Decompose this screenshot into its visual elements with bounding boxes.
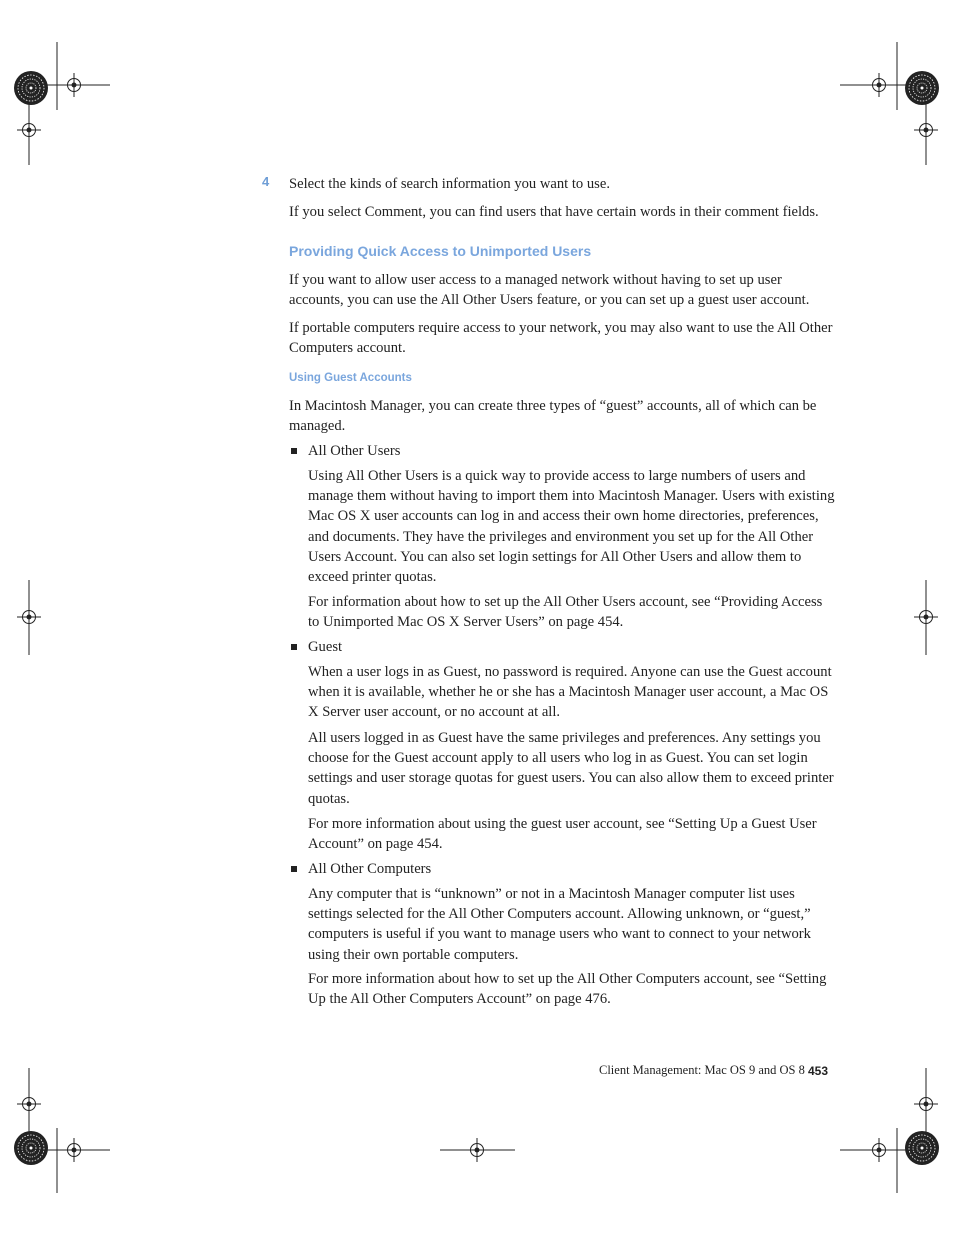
bullet-paragraph: For more information about using the guest user account, see “Setting Up a Guest User Account” on page 454. <box>308 816 817 853</box>
bullet-paragraph: For more information about how to set up the All Other Computers account, see “Setting Up the All Other Computers Account” on page 476. <box>308 971 827 1008</box>
page-number: 453 <box>808 1064 829 1078</box>
bullet-paragraph: When a user logs in as Guest, no password is required. Anyone can use the Guest account when it is available, whether he or she has a Macintosh Manager user account, a Mac OS X Server user account, or no account at all. <box>308 664 832 721</box>
section-paragraph-2: If portable computers require access to your network, you may also want to use the All Other Computers account. <box>289 320 833 357</box>
bullet-paragraph: Using All Other Users is a quick way to provide access to large numbers of users and manage them without having to import them into Macintosh Manager. Users with existing Mac OS X user accounts can log in and access their own home directories, preferences, and documents. They have the privileges and environment you set up for the All Other Users Account. You can also set login settings for All Other Users and allow them to exceed printer quotas. <box>308 468 835 586</box>
bullet-marker <box>291 644 297 650</box>
footer-chapter-title: Client Management: Mac OS 9 and OS 8 <box>599 1063 805 1077</box>
section-heading: Providing Quick Access to Unimported Users <box>289 243 592 259</box>
bullet-marker <box>291 448 297 454</box>
bullet-label-guest: Guest <box>308 639 343 655</box>
bullet-label-all-other-computers: All Other Computers <box>308 861 432 877</box>
bullet-paragraph: Any computer that is “unknown” or not in a Macintosh Manager computer list uses settings selected for the All Other Computers account. Allowing unknown, or “guest,” computers is useful if you want to manage users who want to connect to your network using their own portable computers. <box>308 886 811 963</box>
subsection-heading: Using Guest Accounts <box>289 372 412 384</box>
subsection-intro: In Macintosh Manager, you can create three types of “guest” accounts, all of which can be managed. <box>289 398 817 435</box>
bullet-label-all-other-users: All Other Users <box>308 443 401 459</box>
bullet-marker <box>291 866 297 872</box>
section-paragraph-1: If you want to allow user access to a managed network without having to set up user accounts, you can use the All Other Users feature, or you can set up a guest user account. <box>289 272 810 309</box>
step-note: If you select Comment, you can find users that have certain words in their comment fields. <box>289 204 819 220</box>
step-text: Select the kinds of search information you want to use. <box>289 176 610 192</box>
step-number: 4 <box>262 174 270 189</box>
bullet-paragraph: For information about how to set up the All Other Users account, see “Providing Access to Unimported Mac OS X Server Users” on page 454. <box>308 594 823 631</box>
bullet-paragraph: All users logged in as Guest have the same privileges and preferences. Any settings you choose for the Guest account apply to all users who log in as Guest. You can set login settings and user storage quotas for guest users. You can also allow them to exceed printer quotas. <box>308 730 834 807</box>
